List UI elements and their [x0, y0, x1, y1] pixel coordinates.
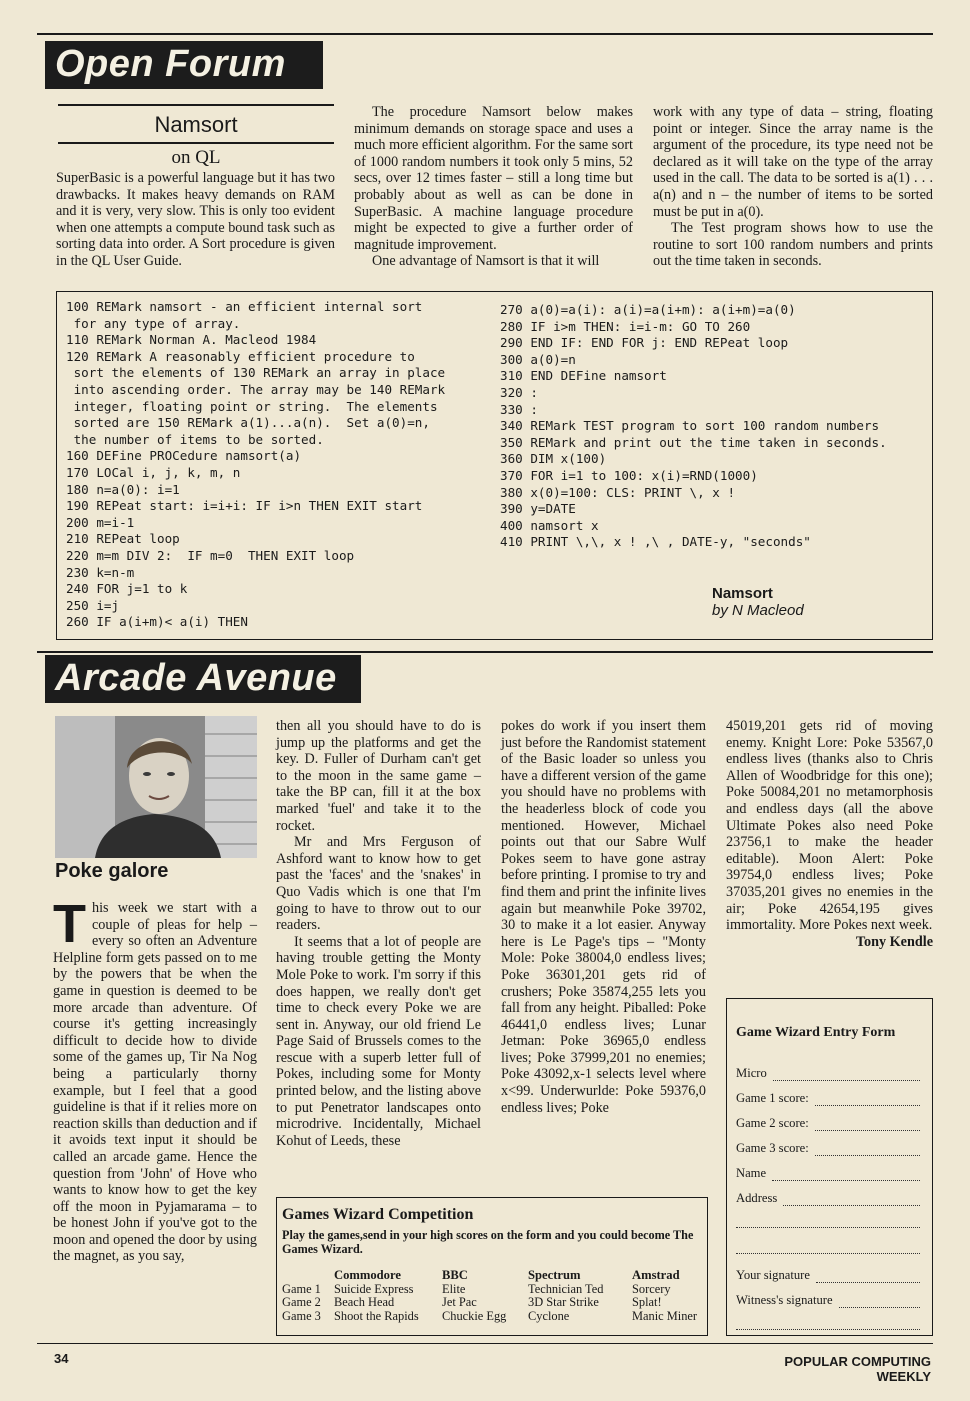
- header-cell: Amstrad: [632, 1268, 680, 1282]
- table-cell: Cyclone: [528, 1308, 570, 1323]
- table-row: [282, 1283, 701, 1297]
- competition-table: [282, 1269, 701, 1323]
- field-label: Micro: [736, 1066, 767, 1080]
- table-cell: Sorcery: [632, 1281, 671, 1296]
- paragraph: Mr and Mrs Ferguson of Ashford want to know how to get past the 'faces' and the 'snakes' in Quo Vadis which is one that I'm going to have to throw out to our readers.: [276, 834, 481, 934]
- paragraph: then all you should have to do is jump up the platforms and get the key. D. Fuller of Durham can't get to the moon in the same game – take the BP can, fill it at the box marked 'fuel' and take it to the rocket.: [276, 718, 481, 834]
- paragraph: One advantage of Namsort is that it will: [372, 253, 600, 270]
- form-field-game1[interactable]: [736, 1091, 920, 1106]
- field-label: Game 3 score:: [736, 1141, 809, 1155]
- header-cell: [282, 1269, 334, 1283]
- table-cell: Game 1: [282, 1281, 321, 1296]
- paragraph: The procedure Namsort below makes minimum demands on storage space and uses a much more efficient algorithm. For the same sort of 1000 random numbers it took only 5 mins, 52 secs, over 12 times faster – still a long time but probably about as well as can be done in SuperBasic. A machine language procedure might be expected to give a further order of magnitude improvement.: [354, 104, 633, 253]
- footer-rule: [37, 1343, 933, 1344]
- table-cell: 3D Star Strike: [528, 1295, 599, 1310]
- publication-name: POPULAR COMPUTING WEEKLY: [784, 1354, 931, 1384]
- form-field-address-2[interactable]: [736, 1216, 920, 1228]
- article-subtitle: on QL: [171, 147, 221, 168]
- paragraph: SuperBasic is a powerful language but it has two drawbacks. It makes heavy demands on RAM and it is very, very slow. This is only too evident when one attempts a compute bound task such as sorting data into order. A Sort procedure is given in the QL User Guide.: [56, 170, 335, 269]
- header-cell: Commodore: [334, 1268, 401, 1282]
- form-field-micro[interactable]: [736, 1066, 920, 1081]
- competition-intro: Play the games,send in your high scores on the form and you could become The Games Wizard.: [282, 1228, 694, 1256]
- paragraph: It seems that a lot of people are having trouble getting the Monty Mole Poke to work. I'm sorry if this does happen, we really don't get time to check every Poke we are sent in. Anyway, our old friend Le Page Said of Brussels comes to the rescue with a superb letter full of Pokes, including some for Monty printed below, and the listing above to put Penetrator landscapes onto microdrive. Incidentally, Michael Kohut of Leeds, these: [276, 933, 481, 1149]
- competition-title: Games Wizard Competition: [282, 1206, 474, 1223]
- arcade-column-1: [53, 894, 257, 1265]
- table-cell: Splat!: [632, 1295, 662, 1310]
- header-cell: BBC: [442, 1268, 468, 1282]
- field-label: Game 1 score:: [736, 1091, 809, 1105]
- table-row: [282, 1296, 701, 1310]
- table-cell: Suicide Express: [334, 1281, 414, 1296]
- entry-form-title: Game Wizard Entry Form: [736, 1025, 896, 1040]
- paragraph: 45019,201 gets rid of moving enemy. Knight Lore: Poke 53567,0 endless lives (thanks also to Chris Allen of Woodbridge for this one); Poke 50084,201 no metamorphosis and endless days (all the above Ultimate Pokes also need Poke 23756,1 to make the header editable). Moon Alert: Poke 39754,0 endless lives; Poke 37035,201 gives no enemies in the air; Poke 42654,195 gives immortality. More Pokes next week.: [726, 718, 933, 934]
- header-cell: Spectrum: [528, 1268, 581, 1282]
- table-cell: Chuckie Egg: [442, 1308, 507, 1323]
- drop-cap: T: [53, 894, 86, 954]
- arcade-column-2: [276, 718, 481, 1149]
- author-photo: [55, 716, 257, 858]
- listing-credit-author: by N Macleod: [712, 602, 804, 619]
- arcade-avenue-banner: Arcade Avenue: [45, 655, 361, 703]
- open-forum-banner: Open Forum: [45, 41, 323, 89]
- page-number: 34: [54, 1351, 69, 1366]
- table-cell: Shoot the Rapids: [334, 1308, 419, 1323]
- form-field-game2[interactable]: [736, 1116, 920, 1131]
- table-header-row: [282, 1269, 701, 1283]
- arcade-column-3: [501, 718, 706, 1116]
- open-forum-column-2: [354, 104, 633, 270]
- arcade-column-4: [726, 718, 933, 950]
- table-cell: Game 2: [282, 1295, 321, 1310]
- entry-form-fields: [736, 1066, 920, 1340]
- paragraph: The Test program shows how to use the routine to sort 100 random numbers and prints out the time taken in seconds.: [653, 220, 933, 270]
- field-label: Name: [736, 1166, 767, 1180]
- field-label: Game 2 score:: [736, 1116, 809, 1130]
- open-forum-column-1: [56, 170, 335, 270]
- field-label: Address: [736, 1191, 778, 1205]
- field-label: Your signature: [736, 1268, 810, 1282]
- listing-credit-title: Namsort: [712, 585, 773, 602]
- form-field-address-3[interactable]: [736, 1242, 920, 1254]
- table-row: [282, 1310, 701, 1324]
- code-listing-left: 100 REMark namsort - an efficient internal sort for any type of array. 110 REMark Norman A. Macleod 1984 120 REMark A reasonably efficient procedure to sort the elements of 130 REMark an array in place into ascending order. The array may be 140 REMark integer, floating point or string. The elements sorted are 150 REMark a(1)...a(n). Set a(0)=n, the number of items to be sorted. 160 DEFine PROCedure namsort(a) 170 LOCal i, j, k, m, n 180 n=a(0): i=1 190 REPeat start: i=i+i: IF i>n THEN EXIT start 200 m=i-1 210 REPeat loop 220 m=m DIV 2: IF m=0 THEN EXIT loop 230 k=n-m 240 FOR j=1 to k 250 i=j 260 IF a(i+m)< a(i) THEN: [66, 299, 446, 630]
- form-field-address[interactable]: [736, 1191, 920, 1206]
- author-signature: Tony Kendle: [855, 933, 933, 950]
- form-field-witness[interactable]: [736, 1293, 920, 1308]
- paragraph: work with any type of data – string, floating point or integer. Since the array name is the argument of the procedure, its type need not be declared as it will take on the type of the array used in the call. The data to be sorted is a(1) . . . a(n) and n – the number of items to be sorted must be put in a(0).: [653, 104, 933, 220]
- table-cell: Manic Miner: [632, 1308, 698, 1323]
- table-cell: Technician Ted: [528, 1281, 604, 1296]
- namsort-title-rule-bottom: [58, 142, 334, 144]
- form-field-signature[interactable]: [736, 1268, 920, 1283]
- open-forum-column-3: [653, 104, 933, 270]
- code-listing-right: 270 a(0)=a(i): a(i)=a(i+m): a(i+m)=a(0) 280 IF i>m THEN: i=i-m: GO TO 260 290 END IF: END FOR j: END REPeat loop 300 a(0)=n 310 END DEFine namsort 320 : 330 : 340 REMark TEST program to sort 100 random numbers 350 REMark and print out the time taken in seconds. 360 DIM x(100) 370 FOR i=1 to 100: x(i)=RND(1000) 380 x(0)=100: CLS: PRINT \, x ! 390 y=DATE 400 namsort x 410 PRINT \,\, x ! ,\ , DATE-y, "seconds": [500, 302, 887, 550]
- article-title: Namsort: [154, 112, 238, 137]
- section-rule: [37, 651, 933, 653]
- paragraph: his week we start with a couple of pleas for help – every so often an Adventure Helpline form gets passed on to me by the powers that be when the game in question is deemed to be more arcade than adventure. Of course it's getting increasingly difficult to decide how to divide some of the games up, Tir Na Nog being a particularly thorny example, but I feel that a good guideline is that if it relies more on reaction skills than deduction and if it avoids text input it should be called an arcade game. Hence the question from 'John' of Hove who wants to know how to get the key off the moon in Pyjamarama – to be honest John if you've got to the moon and opened the door by using the magnet, as you say,: [53, 900, 257, 1265]
- namsort-title-rule-top: [58, 104, 334, 106]
- form-field-name[interactable]: [736, 1166, 920, 1181]
- table-cell: Game 3: [282, 1308, 321, 1323]
- form-field-witness-2[interactable]: [736, 1318, 920, 1330]
- top-rule: [37, 33, 933, 35]
- table-cell: Elite: [442, 1281, 466, 1296]
- poke-galore-heading: Poke galore: [55, 860, 169, 882]
- table-cell: Beach Head: [334, 1295, 395, 1310]
- paragraph: pokes do work if you insert them just before the Randomist statement of the Basic loader so unless you have a different version of the game you should have no problems with the headerless block of code you mentioned. However, Michael points out that our Sabre Wulf Pokes seem to have gone astray before printing. I promise to try and find them and print the infinite lives again but meanwhile Poke 39702, 30 to make it a lot easier. Anyway here is Le Page's tips – "Monty Mole: Poke 38004,0 endless lives; Poke 36301,201 gets rid of crushers; Poke 35874,255 lets you fall from any height. Piballed: Poke 46441,0 endless lives; Lunar Jetman: Poke 36965,0 endless lives; Poke 37999,201 no enemies; Poke 43092,x-1 selects level where x<99. Underwurlde: Poke 59376,0 endless lives; Poke: [501, 718, 706, 1116]
- form-field-game3[interactable]: [736, 1141, 920, 1156]
- table-cell: Jet Pac: [442, 1295, 477, 1310]
- field-label: Witness's signature: [736, 1293, 833, 1307]
